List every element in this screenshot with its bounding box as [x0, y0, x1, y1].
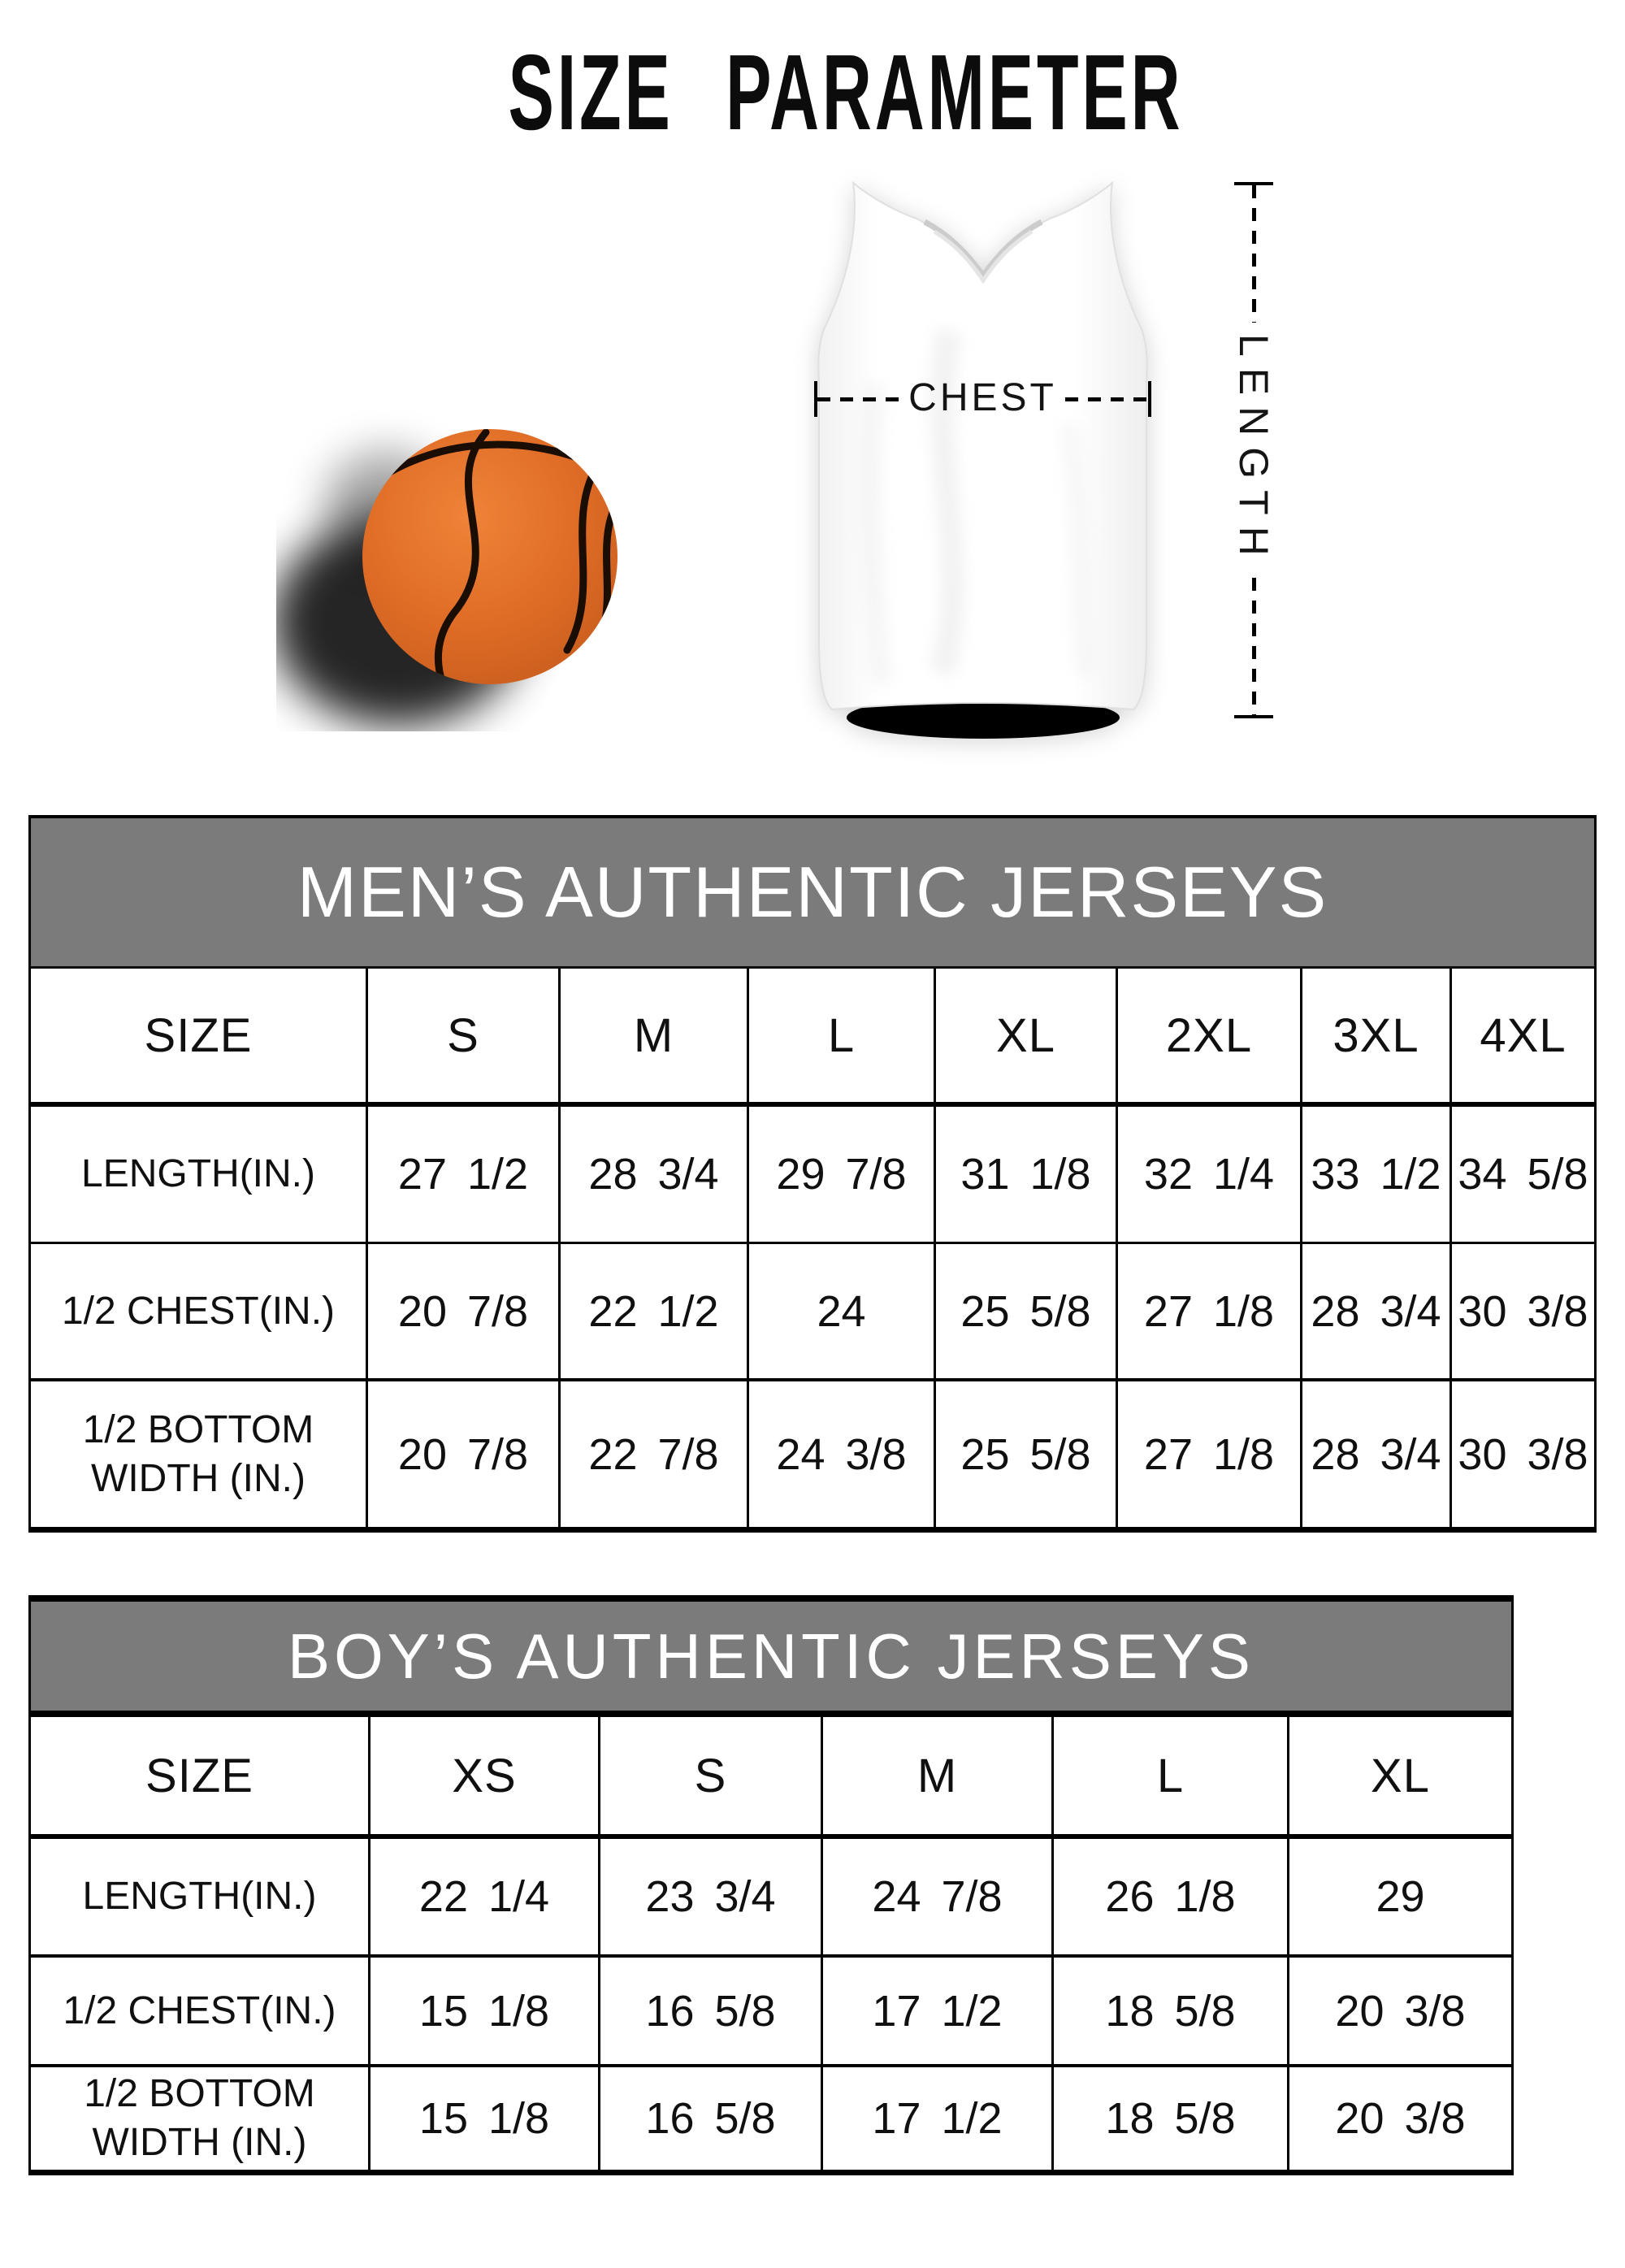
- mens-size-table: [28, 815, 1597, 1533]
- table-row: [31, 2067, 1511, 2175]
- size-value-cell: 33 1/2: [1302, 1107, 1452, 1242]
- column-header: S: [600, 1717, 823, 1834]
- table-row: [31, 1839, 1511, 1958]
- size-value-cell: 30 3/8: [1458, 1286, 1588, 1336]
- column-header: M: [823, 1717, 1054, 1834]
- size-value-cell: 25 5/8: [936, 1381, 1118, 1527]
- mens-table-title: MEN’S AUTHENTIC JERSEYS: [31, 815, 1594, 969]
- chest-label: CHEST: [908, 375, 1057, 419]
- row-label: LENGTH(IN.): [31, 1839, 370, 1954]
- column-header-size: SIZE: [31, 1717, 370, 1834]
- size-value-cell: 22 1/4: [370, 1839, 600, 1954]
- size-value-cell: 17 1/2: [823, 2067, 1054, 2170]
- column-header: XL: [936, 969, 1118, 1102]
- dashed-line: [1252, 185, 1256, 323]
- column-header: XS: [370, 1717, 600, 1834]
- size-value-cell: 24 7/8: [823, 1839, 1054, 1954]
- size-value-cell: 24: [749, 1244, 936, 1378]
- column-header: M: [561, 969, 749, 1102]
- size-value-cell: 28 3/4: [1302, 1244, 1452, 1378]
- size-value-cell: 20 3/8: [1335, 1986, 1466, 2036]
- column-header: L: [1054, 1717, 1289, 1834]
- size-value-cell: 27 1/2: [368, 1107, 561, 1242]
- size-value-cell: 26 1/8: [1054, 1839, 1289, 1954]
- dashed-line: [1065, 397, 1148, 401]
- size-value-cell: 22 1/2: [561, 1244, 749, 1378]
- length-label: LENGTH: [1231, 333, 1276, 567]
- size-value-cell: 20 7/8: [368, 1244, 561, 1378]
- size-value-cell: 29 7/8: [749, 1107, 936, 1242]
- boys-table-title: BOY’S AUTHENTIC JERSEYS: [31, 1595, 1511, 1717]
- size-value-cell: 29: [1376, 1872, 1425, 1921]
- size-value-cell: 28 3/4: [1302, 1381, 1452, 1527]
- size-value-cell: 23 3/4: [600, 1839, 823, 1954]
- size-value-cell: 16 5/8: [600, 2067, 823, 2170]
- table-row: [31, 1107, 1594, 1244]
- dashed-line: [1252, 578, 1256, 715]
- size-value-cell: 22 7/8: [561, 1381, 749, 1527]
- size-value-cell: 16 5/8: [600, 1958, 823, 2064]
- jersey-icon: [816, 181, 1150, 746]
- chest-dimension-line: [814, 375, 1151, 419]
- basketball-icon: [276, 382, 658, 731]
- size-value-cell: 28 3/4: [561, 1107, 749, 1242]
- table-row: [31, 1244, 1594, 1381]
- dimension-tick-bottom: [1234, 715, 1273, 718]
- mens-header-row: [31, 969, 1594, 1107]
- size-value-cell: 27 1/8: [1118, 1381, 1302, 1527]
- size-value-cell: 27 1/8: [1118, 1244, 1302, 1378]
- row-label: 1/2 CHEST(IN.): [31, 1244, 368, 1378]
- dimension-tick-right: [1148, 381, 1151, 417]
- row-label: 1/2 BOTTOM WIDTH (IN.): [31, 2067, 370, 2170]
- column-header: L: [749, 969, 936, 1102]
- size-value-cell: 32 1/4: [1118, 1107, 1302, 1242]
- row-label: LENGTH(IN.): [31, 1107, 368, 1242]
- size-value-cell: 15 1/8: [370, 2067, 600, 2170]
- table-row: [31, 1958, 1511, 2067]
- size-value-cell: 20 3/8: [1335, 2094, 1466, 2143]
- size-value-cell: 30 3/8: [1458, 1429, 1588, 1479]
- column-header: 2XL: [1118, 969, 1302, 1102]
- column-header: 4XL: [1480, 1008, 1566, 1062]
- dashed-line: [817, 397, 900, 401]
- row-label: 1/2 BOTTOM WIDTH (IN.): [31, 1381, 368, 1527]
- size-value-cell: 25 5/8: [936, 1244, 1118, 1378]
- boys-header-row: [31, 1717, 1511, 1839]
- boys-size-table: [28, 1595, 1514, 2175]
- size-value-cell: 24 3/8: [749, 1381, 936, 1527]
- size-value-cell: 18 5/8: [1054, 2067, 1289, 2170]
- column-header: XL: [1371, 1749, 1430, 1802]
- size-value-cell: 17 1/2: [823, 1958, 1054, 2064]
- size-value-cell: 34 5/8: [1458, 1150, 1588, 1199]
- page-title: SIZE PARAMETER: [508, 33, 1184, 152]
- length-dimension-line: [1233, 182, 1275, 718]
- table-row: [31, 1381, 1594, 1533]
- size-value-cell: 31 1/8: [936, 1107, 1118, 1242]
- column-header-size: SIZE: [31, 969, 368, 1102]
- size-value-cell: 20 7/8: [368, 1381, 561, 1527]
- column-header: 3XL: [1302, 969, 1452, 1102]
- size-value-cell: 18 5/8: [1054, 1958, 1289, 2064]
- size-value-cell: 15 1/8: [370, 1958, 600, 2064]
- row-label: 1/2 CHEST(IN.): [31, 1958, 370, 2064]
- column-header: S: [368, 969, 561, 1102]
